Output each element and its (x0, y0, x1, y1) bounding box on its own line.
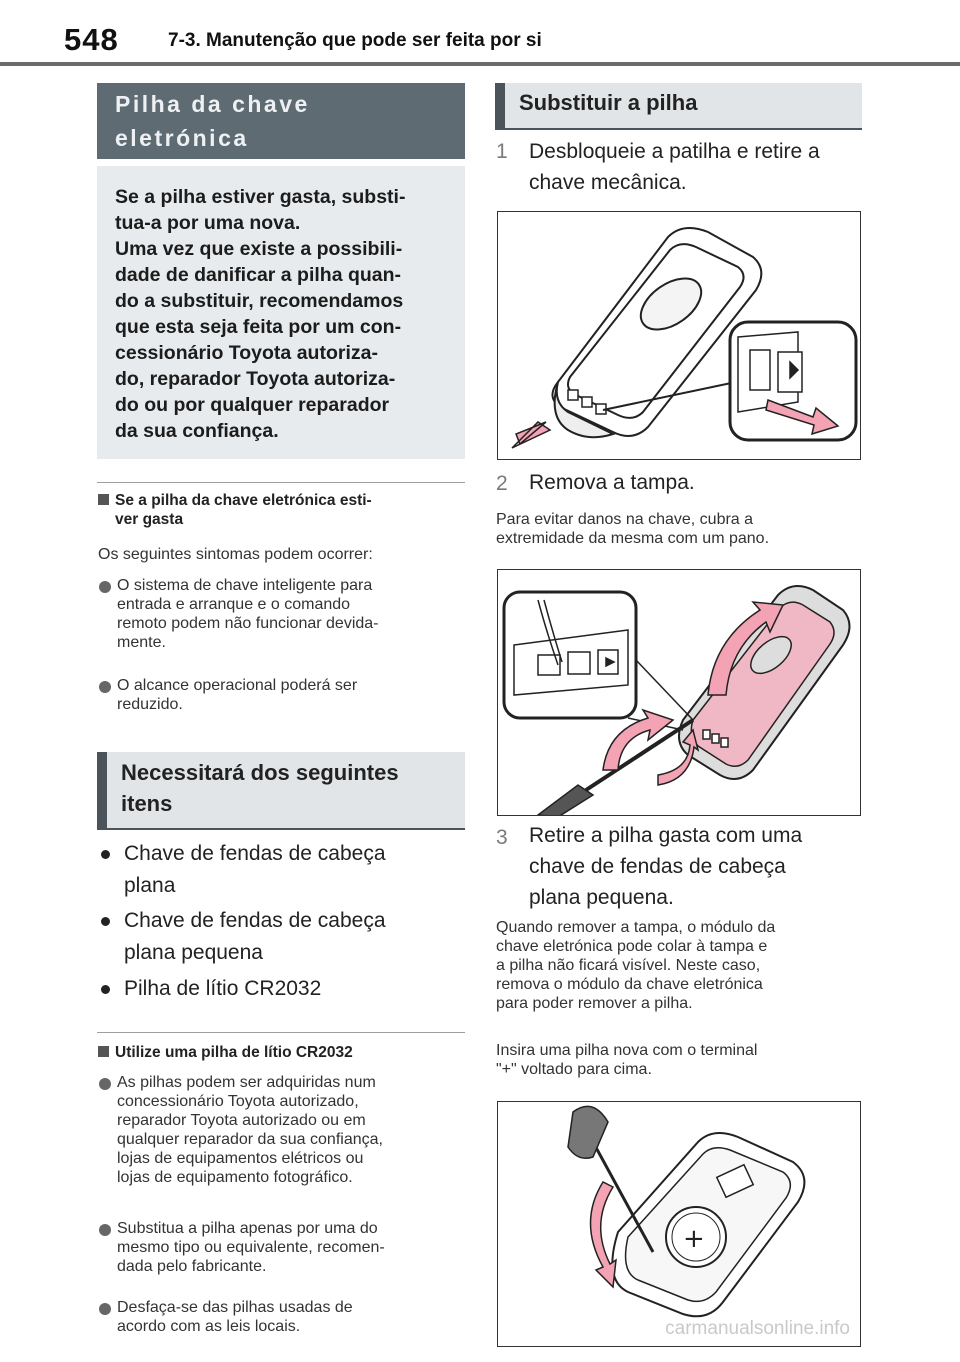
battery-insert-illustration (498, 1102, 861, 1347)
note-line: para poder remover a pilha. (496, 995, 693, 1012)
bullet-line: reduzido. (117, 696, 183, 713)
bullet-line: entrada e arranque e o comando (117, 596, 351, 613)
key-unlock-illustration (498, 212, 861, 460)
title-line: eletrónica (115, 125, 249, 151)
bullet-icon (101, 917, 110, 926)
bullet-line: reparador Toyota autorizado ou em (117, 1112, 366, 1129)
bullet-line: Substitua a pilha apenas por uma do (117, 1220, 378, 1237)
warning-line: cessionário Toyota autoriza- (115, 342, 378, 364)
bullet-line: Desfaça-se das pilhas usadas de (117, 1299, 353, 1316)
note-heading-text: Utilize uma pilha de lítio CR2032 (115, 1044, 353, 1061)
page-number: 548 (64, 22, 119, 57)
title-line: itens (121, 791, 173, 816)
note-line: remova o módulo da chave eletrónica (496, 976, 763, 993)
divider (97, 1032, 465, 1033)
right-section-title (495, 83, 862, 128)
bullet-icon (99, 581, 111, 593)
note-line: a pilha não ficará visível. Neste caso, (496, 957, 761, 974)
bullet-line: remoto podem não funcionar devida- (117, 615, 379, 632)
bullet-line: lojas de equipamento fotográfico. (117, 1169, 353, 1186)
bullet-line: O alcance operacional poderá ser (117, 677, 358, 694)
bullet-line: lojas de equipamentos elétricos ou (117, 1150, 364, 1167)
warning-line: da sua confiança. (115, 420, 279, 442)
section-title: 7-3. Manutenção que pode ser feita por si (168, 30, 542, 51)
header-rule (0, 62, 960, 66)
bullet-line: dada pelo fabricante. (117, 1258, 267, 1275)
step-line: Remova a tampa. (529, 471, 695, 494)
warning-line: dade de danificar a pilha quan- (115, 264, 402, 286)
bullet-line: qualquer reparador da sua confiança, (117, 1131, 383, 1148)
bullet-icon (99, 1224, 111, 1236)
figure-remove-cover (497, 569, 861, 816)
bullet-icon (99, 681, 111, 693)
note-heading (98, 1043, 353, 1062)
remove-cover-illustration (498, 570, 861, 816)
warning-line: tua-a por uma nova. (115, 212, 301, 234)
note-line: Insira uma pilha nova com o terminal (496, 1042, 758, 1059)
note-bullet (117, 1219, 385, 1276)
warning-line: do, reparador Toyota autoriza- (115, 368, 396, 390)
bullet-line: As pilhas podem ser adquiridas num (117, 1074, 376, 1091)
title-line: Necessitará dos seguintes (121, 760, 399, 785)
step-note (496, 510, 769, 548)
needs-item (124, 905, 386, 969)
square-bullet-icon (98, 494, 109, 505)
note-bullet (117, 576, 379, 652)
step-number: 3 (496, 826, 508, 849)
bullet-line: mente. (117, 634, 166, 651)
note-line: Quando remover a tampa, o módulo da (496, 919, 776, 936)
step-text (529, 820, 802, 913)
note-line: "+" voltado para cima. (496, 1061, 652, 1078)
bullet-icon (101, 850, 110, 859)
watermark: carmanualsonline.info (665, 1318, 850, 1339)
step-line: chave mecânica. (529, 171, 687, 194)
note-line: chave eletrónica pode colar à tampa e (496, 938, 768, 955)
warning-line: que esta seja feita por um con- (115, 316, 402, 338)
bullet-icon (99, 1303, 111, 1315)
step-text (529, 467, 695, 498)
step-line: Desbloqueie a patilha e retire a (529, 140, 820, 163)
page-header (0, 0, 960, 64)
item-line: Chave de fendas de cabeça (124, 842, 386, 865)
title-line: Pilha da chave (115, 91, 310, 117)
warning-line: Se a pilha estiver gasta, substi- (115, 186, 406, 208)
title-underline (495, 128, 862, 130)
item-line: plana pequena (124, 941, 263, 964)
left-section-title (97, 83, 465, 159)
needs-section-title (97, 752, 465, 828)
warning-line: Uma vez que existe a possibili- (115, 238, 403, 260)
bullet-line: O sistema de chave inteligente para (117, 577, 373, 594)
item-line: Pilha de lítio CR2032 (124, 977, 322, 1000)
step-number: 2 (496, 472, 508, 495)
item-line: plana (124, 874, 176, 897)
square-bullet-icon (98, 1046, 109, 1057)
bullet-icon (101, 985, 110, 994)
step-line: chave de fendas de cabeça (529, 855, 786, 878)
note-heading (98, 491, 372, 529)
note-line: extremidade da mesma com um pano. (496, 530, 770, 547)
bullet-line: concessionário Toyota autorizado, (117, 1093, 359, 1110)
plus-sign: + (683, 1224, 705, 1254)
step-line: Retire a pilha gasta com uma (529, 824, 803, 847)
note-bullet (117, 676, 357, 714)
figure-key-unlock (497, 211, 861, 460)
needs-item (124, 838, 386, 902)
bullet-icon (99, 1078, 111, 1090)
note-heading-text: Se a pilha da chave eletrónica esti- (115, 492, 372, 509)
step-number: 1 (496, 140, 508, 163)
needs-item (124, 973, 321, 1005)
divider (97, 482, 465, 483)
step-line: plana pequena. (529, 886, 674, 909)
step-note (496, 918, 775, 1013)
bullet-line: mesmo tipo ou equivalente, recomen- (117, 1239, 385, 1256)
title-text: Substituir a pilha (519, 90, 698, 115)
title-underline (97, 828, 465, 830)
warning-line: do ou por qualquer reparador (115, 394, 390, 416)
warning-line: do a substituir, recomendamos (115, 290, 404, 312)
note-line: Para evitar danos na chave, cubra a (496, 511, 754, 528)
note-bullet (117, 1298, 353, 1336)
note-intro: Os seguintes sintomas podem ocorrer: (98, 546, 373, 563)
step-note (496, 1041, 757, 1079)
step-text (529, 136, 820, 198)
item-line: Chave de fendas de cabeça (124, 909, 386, 932)
warning-box (97, 166, 465, 459)
bullet-line: acordo com as leis locais. (117, 1318, 301, 1335)
note-bullet (117, 1073, 383, 1187)
note-heading-text: ver gasta (115, 511, 184, 528)
figure-battery-insert (497, 1101, 861, 1347)
